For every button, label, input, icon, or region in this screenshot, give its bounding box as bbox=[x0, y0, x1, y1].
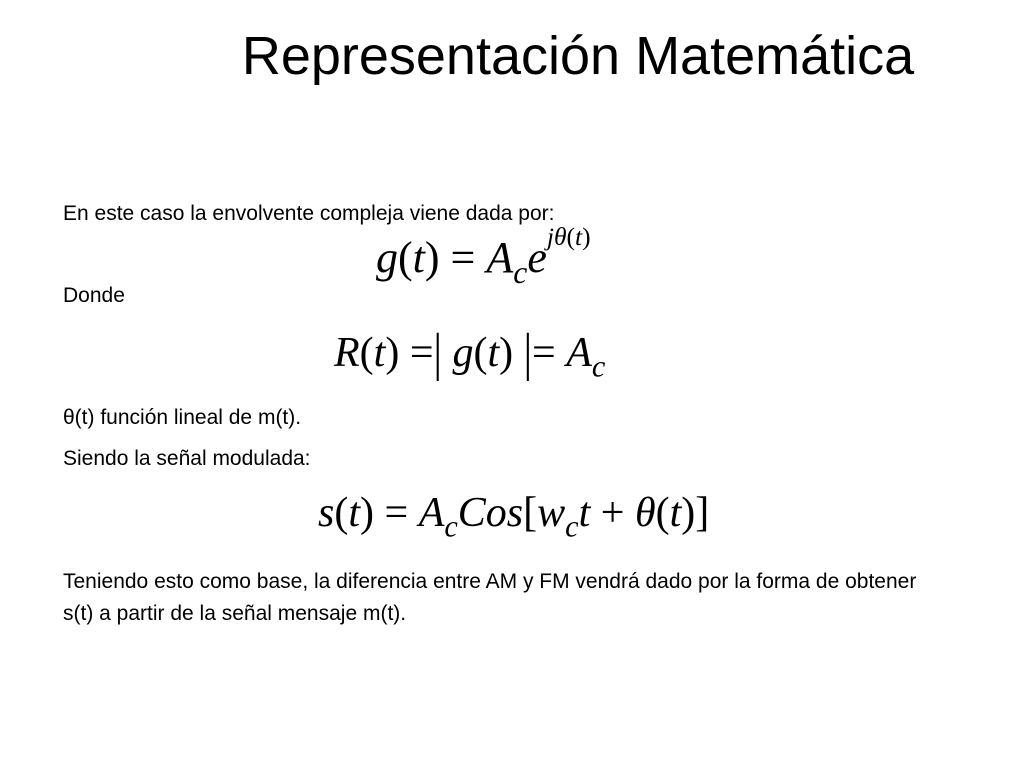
magnitude-equation: R(t) =| g(t) |= $A_c$ bbox=[334, 324, 606, 384]
theta-paragraph: θ(t) función lineal de m(t). bbox=[63, 406, 302, 429]
intro-paragraph: En este caso la envolvente compleja viene dada por: bbox=[63, 202, 555, 225]
siendo-paragraph: Siendo la señal modulada: bbox=[63, 447, 311, 470]
donde-paragraph: Donde bbox=[63, 284, 125, 307]
conclusion-paragraph: Teniendo esto como base, la diferencia entre AM y FM vendrá dado por la forma de obtener s(t) a partir de la señal mensaje m(t). bbox=[63, 570, 917, 625]
modulated-signal-equation: $s(t) = A_cCos[w_ct + \theta(t)]$ bbox=[318, 490, 710, 544]
complex-envelope-equation: $g(t) = A_ce^{j\theta(t)}$ bbox=[376, 222, 591, 291]
slide-title: Representación Matemática bbox=[241, 26, 915, 86]
